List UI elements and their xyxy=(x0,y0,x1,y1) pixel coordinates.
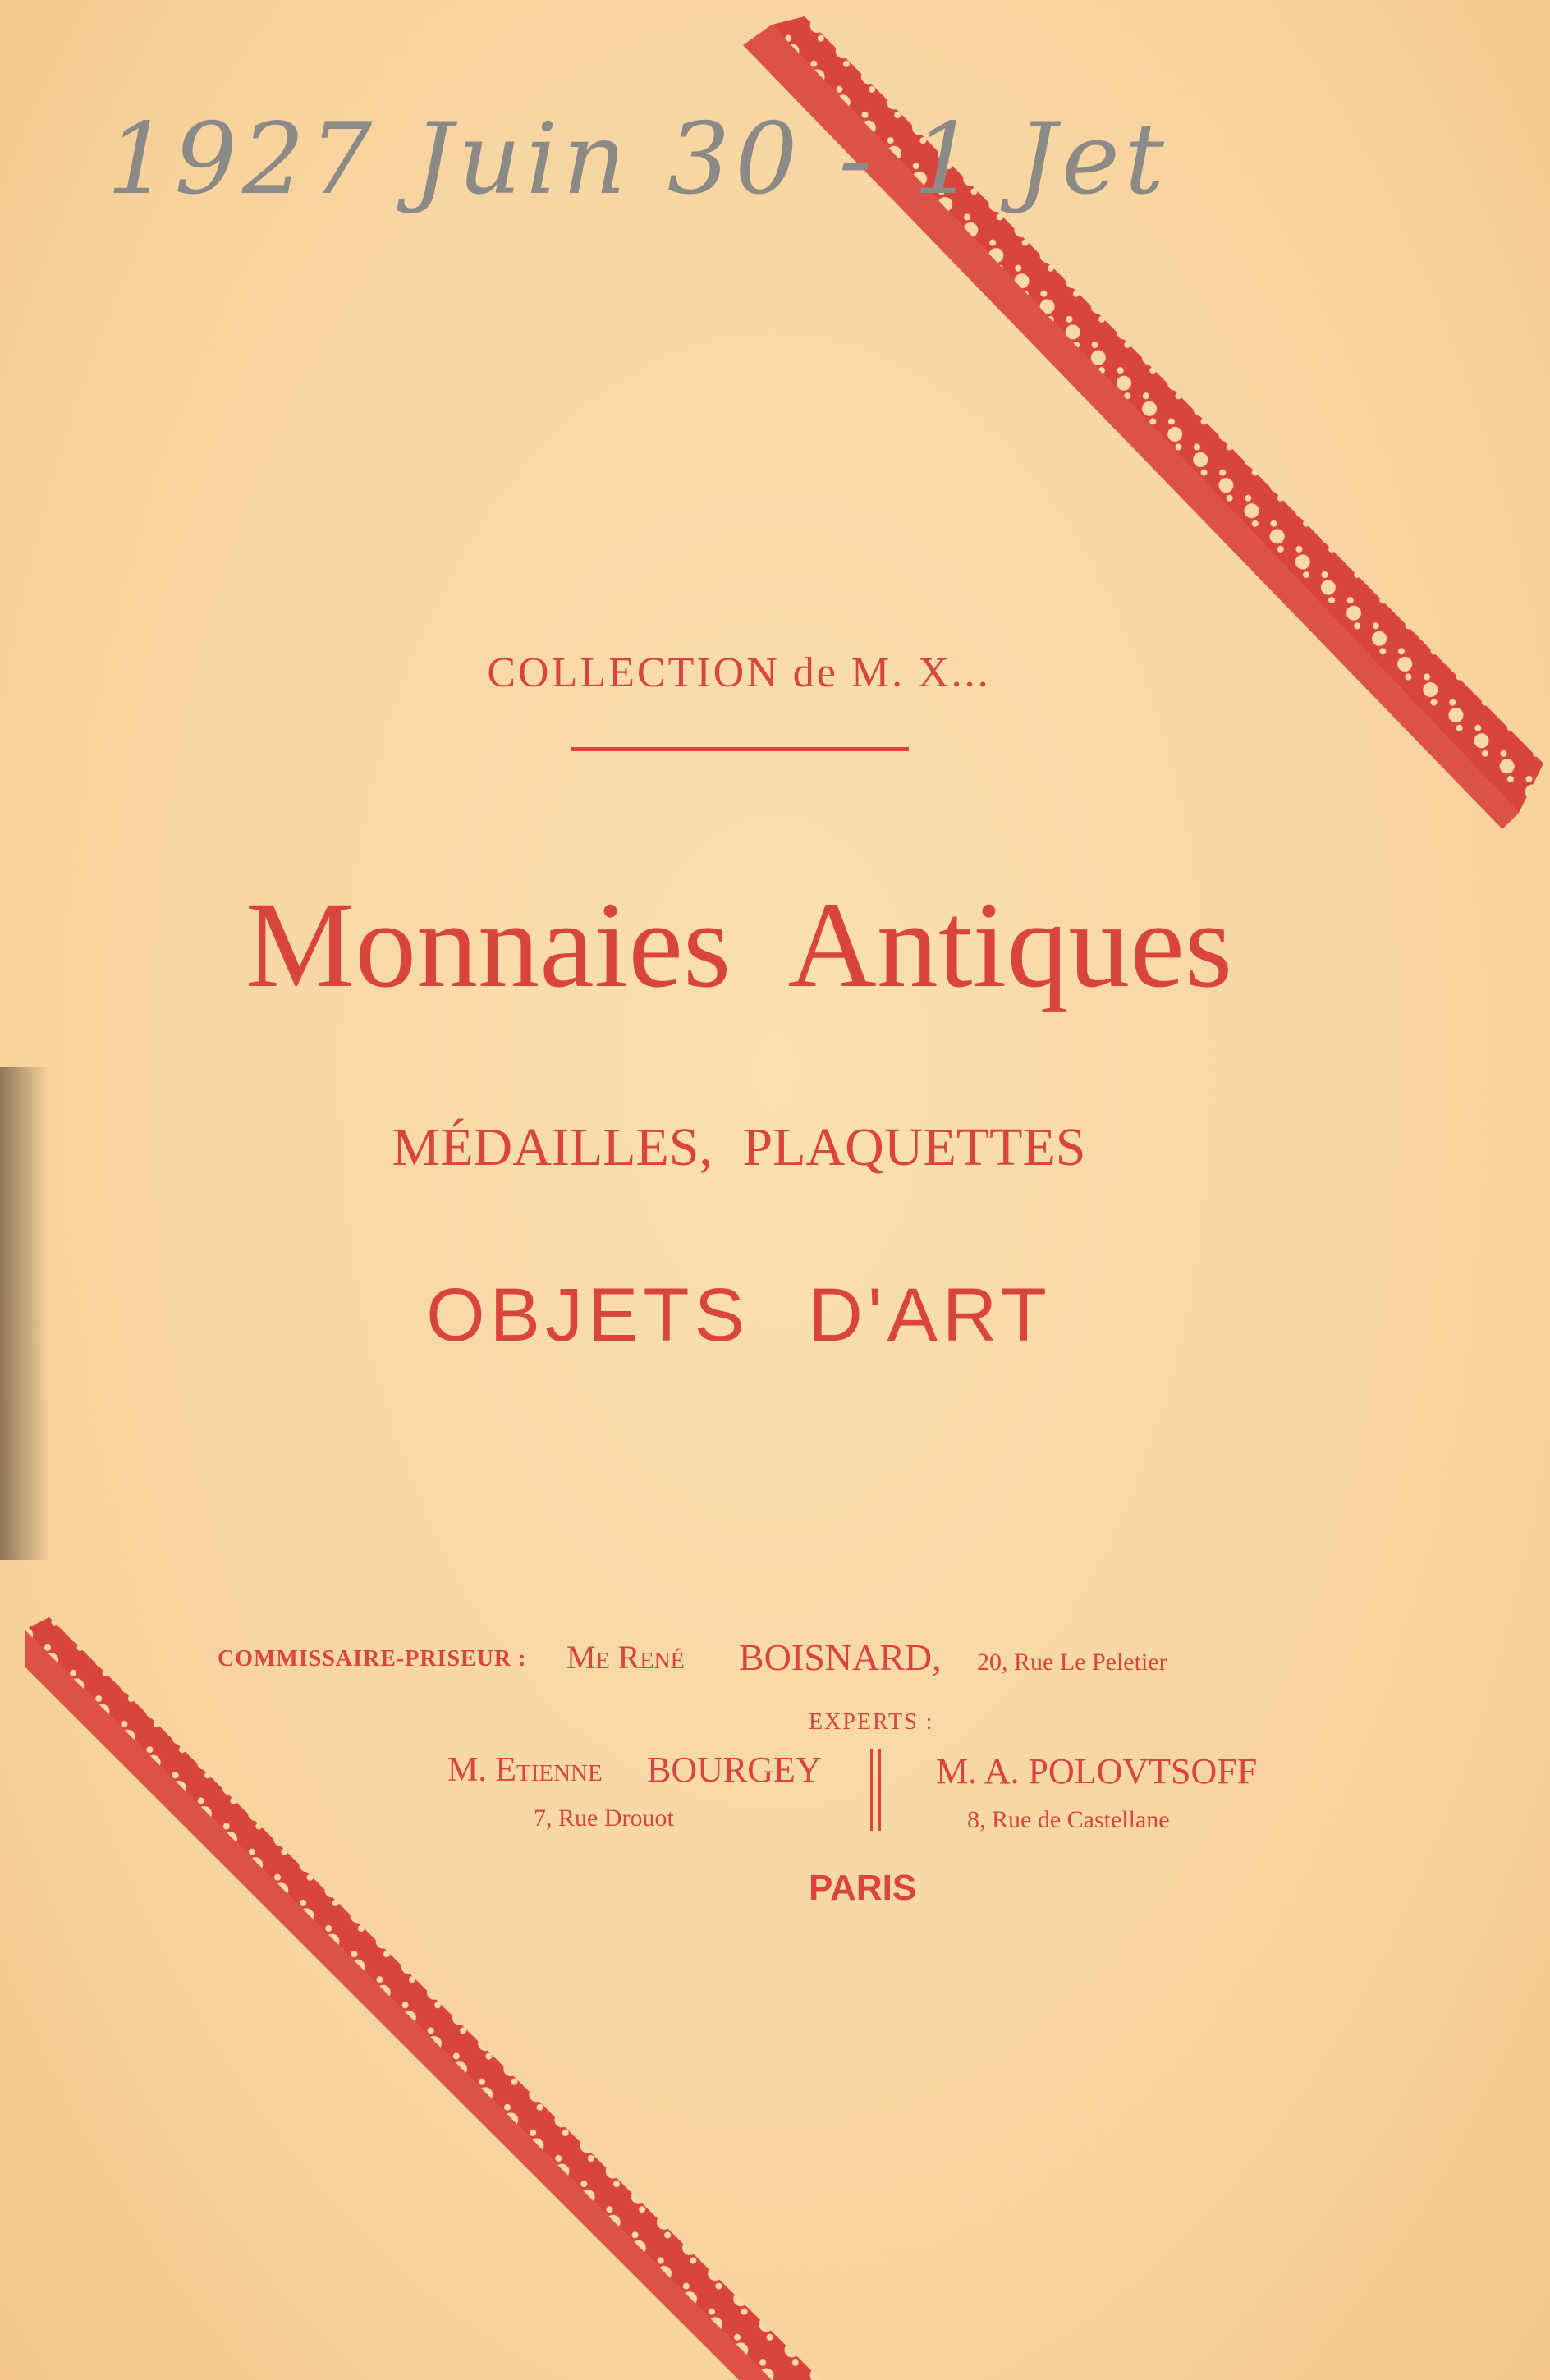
collection-line: COLLECTION de M. X... xyxy=(487,649,991,696)
experts-label: EXPERTS : xyxy=(809,1709,934,1735)
expert1-address: 7, Rue Drouot xyxy=(534,1804,674,1832)
expert-divider-left xyxy=(870,1749,873,1831)
auctioneer-address: 20, Rue Le Peletier xyxy=(977,1649,1167,1676)
bottom-left-ornament-band xyxy=(25,1617,821,2380)
auctioneer-name: BOISNARD, xyxy=(739,1636,942,1678)
expert1-name-prefix: M. Etienne xyxy=(447,1751,603,1789)
handwritten-date-note: 1927 Juin 30 - 1 Jet xyxy=(107,103,1170,217)
expert2-name: M. A. POLOVTSOFF xyxy=(936,1751,1258,1791)
subtitle: MÉDAILLES, PLAQUETTES xyxy=(392,1117,1086,1177)
auctioneer-name-prefix: Me René xyxy=(566,1639,685,1676)
main-title: Monnaies Antiques xyxy=(245,877,1233,1013)
title-rule xyxy=(571,747,909,751)
subtitle-objets-dart: OBJETS D'ART xyxy=(426,1273,1052,1357)
expert2-address: 8, Rue de Castellane xyxy=(967,1806,1170,1833)
auctioneer-label: COMMISSAIRE-PRISEUR : xyxy=(218,1646,527,1672)
expert-divider-right xyxy=(878,1749,881,1831)
city: PARIS xyxy=(809,1868,917,1908)
expert1-name: BOURGEY xyxy=(647,1749,822,1790)
